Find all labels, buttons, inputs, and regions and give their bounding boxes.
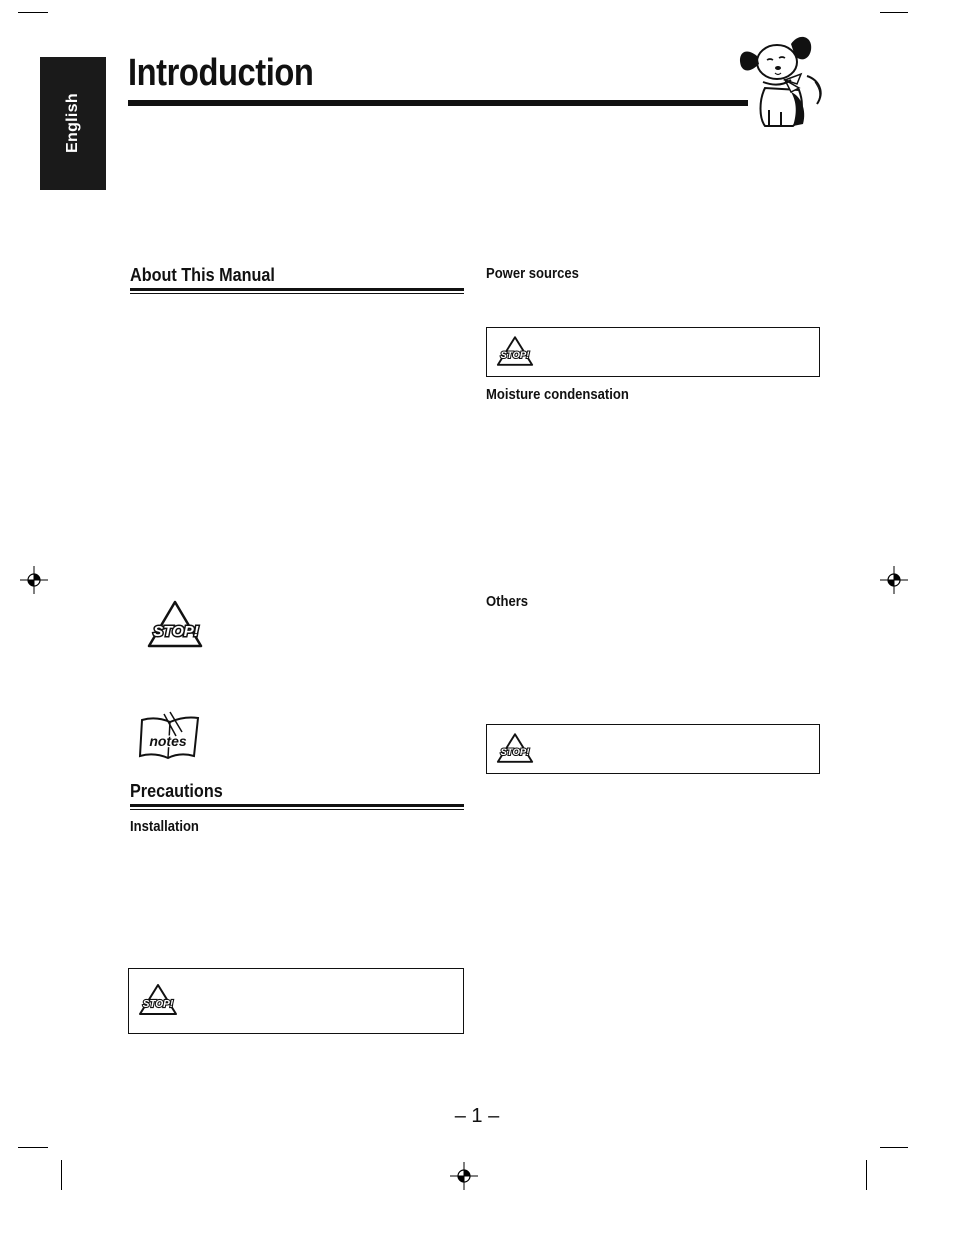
power-caution-box	[486, 327, 820, 377]
crop-mark	[18, 1147, 48, 1148]
stop-icon-label: STOP!	[500, 350, 530, 362]
stop-icon-label: STOP!	[153, 623, 199, 640]
about-this-manual-heading: About This Manual	[130, 265, 275, 285]
registration-mark-icon	[20, 566, 48, 594]
section-rule	[130, 804, 464, 807]
stop-warning-icon	[143, 599, 207, 651]
others-heading: Others	[486, 594, 529, 610]
crop-mark	[880, 12, 908, 13]
stop-icon-label: STOP!	[500, 747, 530, 759]
section-rule	[130, 293, 464, 294]
installation-heading: Installation	[130, 819, 199, 835]
crop-mark	[880, 1147, 908, 1148]
section-rule	[130, 809, 464, 810]
power-sources-heading: Power sources	[486, 266, 579, 282]
title-rule	[128, 100, 748, 106]
installation-caution-box	[128, 968, 464, 1034]
page-title: Introduction	[128, 52, 314, 94]
moisture-condensation-heading: Moisture condensation	[486, 387, 629, 403]
notes-icon	[136, 710, 204, 764]
dog-mascot-icon	[735, 30, 827, 132]
section-rule	[130, 288, 464, 291]
stop-warning-icon	[495, 732, 535, 765]
page-number: – 1 –	[454, 1105, 500, 1127]
language-tab	[40, 57, 106, 190]
crop-mark	[61, 1160, 62, 1190]
stop-warning-icon	[495, 335, 535, 368]
crop-mark	[18, 12, 48, 13]
stop-icon-label: STOP!	[142, 999, 174, 1010]
notes-icon-label: notes	[149, 733, 187, 749]
precautions-heading: Precautions	[130, 781, 223, 801]
crop-mark	[866, 1160, 867, 1190]
others-caution-box	[486, 724, 820, 774]
registration-mark-icon	[880, 566, 908, 594]
stop-warning-icon	[137, 983, 179, 1017]
language-tab-label: English	[64, 93, 81, 153]
registration-mark-icon	[450, 1162, 478, 1190]
